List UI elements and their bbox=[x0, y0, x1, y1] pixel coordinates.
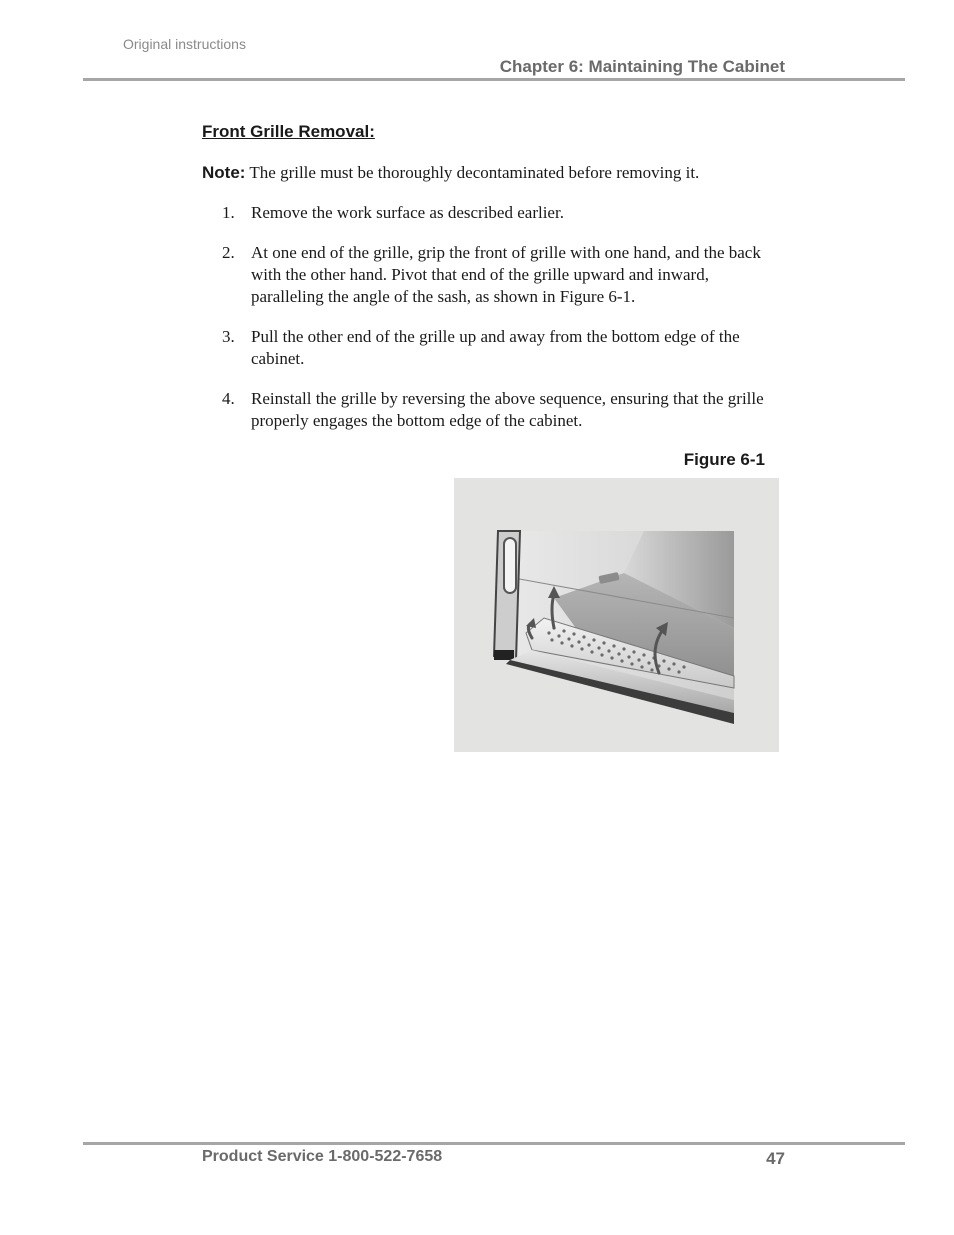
list-item bbox=[222, 202, 782, 224]
step-number: 3. bbox=[222, 327, 235, 346]
product-service-footer: Product Service 1-800-522-7658 bbox=[202, 1148, 443, 1165]
list-item bbox=[222, 326, 782, 370]
chapter-title: Chapter 6: Maintaining The Cabinet bbox=[499, 57, 785, 76]
original-instructions-label: Original instructions bbox=[123, 36, 246, 52]
step-number: 4. bbox=[222, 389, 235, 408]
step-text: Remove the work surface as described earlier. bbox=[251, 203, 564, 222]
step-number: 1. bbox=[222, 203, 235, 222]
note-text: The grille must be thoroughly decontaminated before removing it. bbox=[245, 163, 700, 182]
list-item bbox=[222, 242, 782, 308]
step-text: Pull the other end of the grille up and away from the bottom edge of the cabinet. bbox=[251, 327, 740, 368]
section-title: Front Grille Removal: bbox=[202, 122, 375, 141]
note-paragraph bbox=[202, 162, 782, 184]
footer-rule bbox=[83, 1142, 905, 1145]
header-rule bbox=[83, 78, 905, 81]
step-text: At one end of the grille, grip the front of grille with one hand, and the back with the other hand. Pivot that end of the grille upward and inward, paralleling the angle of the sash, as shown in Figure 6-1. bbox=[251, 243, 761, 306]
list-item bbox=[222, 388, 782, 432]
grille-removal-illustration bbox=[454, 478, 779, 752]
steps-list bbox=[222, 202, 782, 450]
page-number: 47 bbox=[766, 1149, 785, 1168]
figure-label: Figure 6-1 bbox=[683, 450, 765, 469]
step-text: Reinstall the grille by reversing the above sequence, ensuring that the grille properly engages the bottom edge of the cabinet. bbox=[251, 389, 764, 430]
step-number: 2. bbox=[222, 243, 235, 262]
note-label: Note: bbox=[202, 163, 246, 182]
